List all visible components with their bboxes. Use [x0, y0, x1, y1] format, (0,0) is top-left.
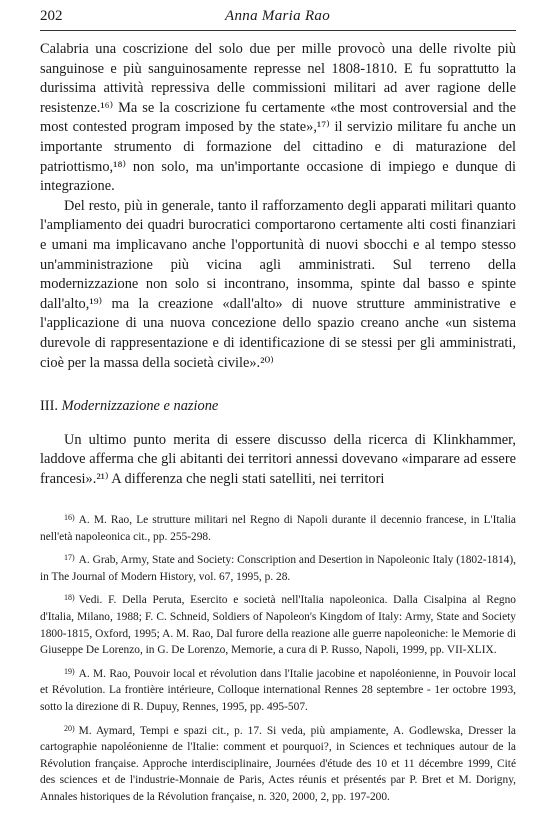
section-title: Modernizzazione e nazione [61, 398, 219, 415]
footnote-number: 16) [64, 513, 75, 522]
footnote [40, 721, 516, 806]
paragraph: Un ultimo punto merita di essere discusso della ricerca di Klinkhammer, laddove afferma che gli abitanti dei territori annessi dovevano «imparare ad essere francesi».²¹⁾ A differenza che negli stati satelliti, nei territori [40, 431, 516, 487]
paragraph: Calabria una coscrizione del solo due per mille provocò una delle rivolte più sanguinose e più sanguinosamente represse nel 1808-1810. E fu soprattutto la durissima attività repressiva delle commissioni militari ad aver ragione delle resistenze.¹⁶⁾ Ma se la coscrizione fu certamente «the most controversial and the most contested program imposed by the state»,¹⁷⁾ il servizio militare fu anche un importante strumento di formazione del cittadino e di maturazione del patriottismo,¹⁸⁾ non solo, ma un'importante occasione di impiego e dunque di integrazione. [40, 41, 516, 195]
page-number: 202 [40, 8, 63, 24]
footnote-text: A. M. Rao, Pouvoir local et révolution dans l'Italie jacobine et napoléonienne, in Pouvoir local et Révolution. La frontière intérieure, Colloque international Rennes 28 septembre - 1er octobre 1993, sotto la direzione di R. Dupuy, Rennes, 1995, pp. 495-507. [40, 667, 516, 713]
main-text [40, 40, 516, 489]
footnote [40, 510, 516, 545]
header-rule [40, 30, 516, 31]
page-header [40, 8, 516, 30]
section-heading [40, 397, 516, 417]
footnote-text: Vedi. F. Della Peruta, Esercito e società nell'Italia napoleonica. Dalla Cisalpina al Regno d'Italia, Milano, 1988; F. C. Schneid, Soldiers of Napoleon's Kingdom of Italy: Army, State and Society 1800-1815, Oxford, 1995; A. M. Rao, Dal furore della reazione alle guerre napoleoniche: le Memorie di Giuseppe De Lorenzo, in G. De Lorenzo, Memorie, a cura di P. Russo, Napoli, 1999, pp. VII-XLIX. [40, 594, 516, 657]
footnote [40, 590, 516, 658]
footnotes [40, 510, 516, 811]
paragraph: Del resto, più in generale, tanto il rafforzamento degli apparati militari quanto l'ampliamento dei quadri burocratici comportarono certamente alti costi finanziari e umani ma implicavano anche l'opportunità di nuovi sbocchi e al tempo stesso un'amministrazione più vicina agli amministrati. Sul terreno della modernizzazione non solo si incontrano, insomma, spinte dal basso e spinte dall'alto,¹⁹⁾ ma la creazione «dall'alto» di nuove strutture amministrative e l'applicazione di una nuova concezione dello spazio creano anche «un sistema durevole di rappresentazione e di identificazione di se stessi per gli amministrati, cioè per la massa della società civile».²⁰⁾ [40, 197, 516, 371]
running-head: Anna Maria Rao [225, 8, 331, 24]
footnote-number: 20) [64, 723, 75, 733]
section-number: III. [40, 398, 58, 415]
footnote-number: 17) [64, 553, 75, 563]
footnote-text: M. Aymard, Tempi e spazi cit., p. 17. Si veda, più ampiamente, A. Godlewska, Dresser la cartographie napoléonienne de l'Italie: comment et pourquoi?, in Sciences et techniques autour de la Révolution française. Approche interdisciplinaire, Journées d'étude des 10 et 11 décembre 1999, Cité des sciences et de l'industrie-Monnaie de Paris, Actes réunis et présentés par P. Bret et M. Dorigny, Annales historiques de la Révolution française, n. 320, 2000, 2, pp. 197-200. [40, 724, 516, 803]
footnote [40, 664, 516, 716]
footnote [40, 550, 516, 585]
footnote-text: A. M. Rao, Le strutture militari nel Regno di Napoli durante il decennio francese, in L'Italia nell'età napoleonica cit., pp. 255-298. [40, 514, 516, 543]
footnote-text: A. Grab, Army, State and Society: Conscription and Desertion in Napoleonic Italy (1802-1814), in The Journal of Modern History, vol. 67, 1995, p. 28. [40, 554, 516, 583]
footnote-number: 19) [64, 666, 75, 676]
footnote-number: 18) [64, 593, 75, 603]
